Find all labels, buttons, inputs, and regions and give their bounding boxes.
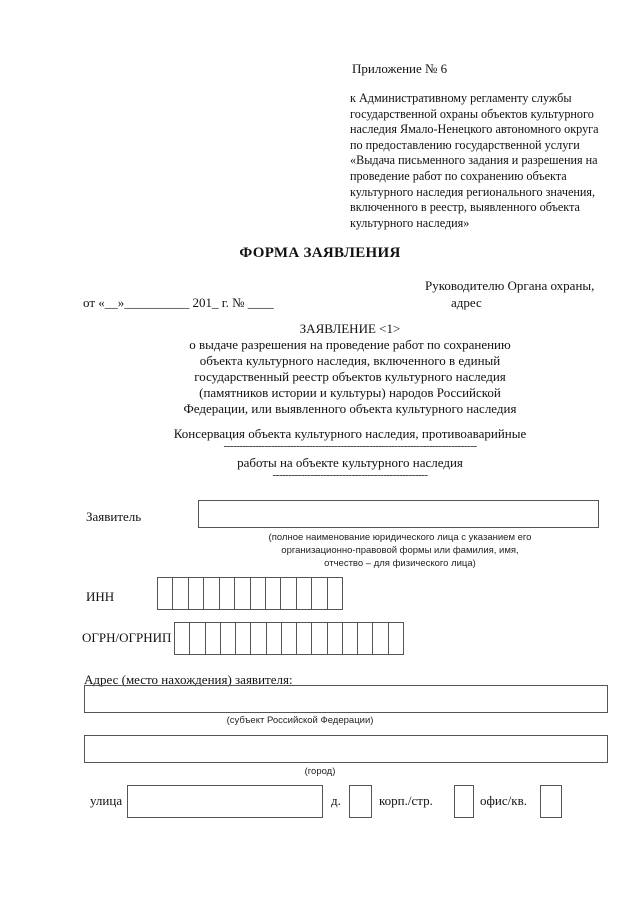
applicant-hint	[240, 531, 560, 570]
ogrn-digit-cell[interactable]	[175, 623, 190, 654]
appendix-title: Приложение № 6	[352, 61, 448, 76]
ogrn-digit-cell[interactable]	[389, 623, 404, 654]
city-hint: (город)	[304, 766, 336, 777]
address-label: Адрес (место нахождения) заявителя:	[84, 672, 293, 687]
office-label: офис/кв.	[480, 793, 527, 808]
ogrn-digit-cell[interactable]	[236, 623, 251, 654]
applicant-label: Заявитель	[86, 509, 142, 524]
date-number-line: от «__»__________ 201_ г. № ____	[83, 295, 274, 310]
building-field[interactable]	[454, 785, 474, 818]
ogrn-digit-cell[interactable]	[190, 623, 205, 654]
inn-digit-cell[interactable]	[312, 578, 327, 609]
region-hint: (субъект Российской Федерации)	[226, 715, 374, 726]
work-type-block	[140, 427, 560, 480]
building-label: корп./стр.	[379, 793, 433, 808]
ogrn-digit-cell[interactable]	[267, 623, 282, 654]
applicant-name-field[interactable]	[198, 500, 599, 528]
appendix-line: наследия Ямало-Ненецкого автономного округа	[350, 122, 599, 137]
ogrn-digit-cell[interactable]	[282, 623, 297, 654]
inn-digit-cell[interactable]	[266, 578, 281, 609]
street-label: улица	[90, 793, 123, 808]
inn-digit-cell[interactable]	[173, 578, 188, 609]
statement-line: объекта культурного наследия, включенного в единый	[199, 353, 501, 368]
house-field[interactable]	[349, 785, 372, 818]
office-field[interactable]	[540, 785, 562, 818]
appendix-line: по предоставлению государственной услуги	[350, 137, 580, 152]
inn-digit-cell[interactable]	[158, 578, 173, 609]
ogrn-digit-cell[interactable]	[221, 623, 236, 654]
form-title: ФОРМА ЗАЯВЛЕНИЯ	[239, 245, 401, 261]
statement-line: Федерации, или выявленного объекта культурного наследия	[183, 401, 517, 416]
ogrn-digit-cell[interactable]	[343, 623, 358, 654]
inn-digit-cell[interactable]	[204, 578, 219, 609]
ogrn-digit-cell[interactable]	[358, 623, 373, 654]
house-label: д.	[331, 793, 341, 808]
appendix-line: культурного наследия регионального значения,	[350, 184, 596, 199]
ogrn-digit-cell[interactable]	[373, 623, 388, 654]
applicant-hint-line: организационно-правовой формы или фамилия, имя,	[281, 545, 519, 556]
work-type-line: Консервация объекта культурного наследия, противоаварийные	[173, 426, 527, 441]
city-field[interactable]	[84, 735, 608, 763]
work-type-line: работы на объекте культурного наследия	[237, 455, 463, 470]
recipient-line: Руководителю Органа охраны,	[425, 278, 595, 293]
statement-line: о выдаче разрешения на проведение работ по сохранению	[189, 337, 511, 352]
statement-line: (памятников истории и культуры) народов Российской	[199, 385, 501, 400]
statement-line: ЗАЯВЛЕНИЕ <1>	[299, 321, 401, 336]
appendix-line: к Административному регламенту службы	[350, 91, 572, 105]
street-field[interactable]	[127, 785, 323, 818]
inn-digit-cell[interactable]	[328, 578, 343, 609]
appendix-line: культурного наследия»	[350, 215, 470, 230]
inn-digit-cell[interactable]	[251, 578, 266, 609]
statement-heading	[170, 321, 530, 417]
appendix-line: государственной охраны объектов культурного	[350, 106, 594, 121]
inn-digit-cell[interactable]	[220, 578, 235, 609]
ogrn-digit-cell[interactable]	[328, 623, 343, 654]
statement-line: государственный реестр объектов культурного наследия	[194, 369, 506, 384]
ogrn-label: ОГРН/ОГРНИП	[82, 630, 172, 645]
ogrn-digit-cell[interactable]	[312, 623, 327, 654]
applicant-hint-line: отчество – для физического лица)	[324, 558, 476, 569]
dashed-underline: --------------------------------------------------------------------------------	[223, 441, 477, 451]
inn-label: ИНН	[86, 589, 115, 604]
appendix-line: включенного в реестр, выявленного объекта	[350, 200, 580, 215]
dashed-underline: -------------------------------------------------	[272, 470, 428, 480]
ogrn-field[interactable]	[174, 622, 404, 655]
inn-field[interactable]	[157, 577, 343, 610]
appendix-line: «Выдача письменного задания и разрешения на	[350, 153, 598, 168]
inn-digit-cell[interactable]	[297, 578, 312, 609]
applicant-hint-line: (полное наименование юридического лица с указанием его	[268, 532, 532, 543]
ogrn-digit-cell[interactable]	[251, 623, 266, 654]
inn-digit-cell[interactable]	[189, 578, 204, 609]
recipient-block	[425, 277, 594, 311]
ogrn-digit-cell[interactable]	[206, 623, 221, 654]
region-field[interactable]	[84, 685, 608, 713]
recipient-address: адрес	[451, 295, 482, 310]
inn-digit-cell[interactable]	[235, 578, 250, 609]
inn-digit-cell[interactable]	[281, 578, 296, 609]
appendix-line: проведение работ по сохранению объекта	[350, 168, 567, 183]
appendix-description	[350, 91, 630, 231]
ogrn-digit-cell[interactable]	[297, 623, 312, 654]
